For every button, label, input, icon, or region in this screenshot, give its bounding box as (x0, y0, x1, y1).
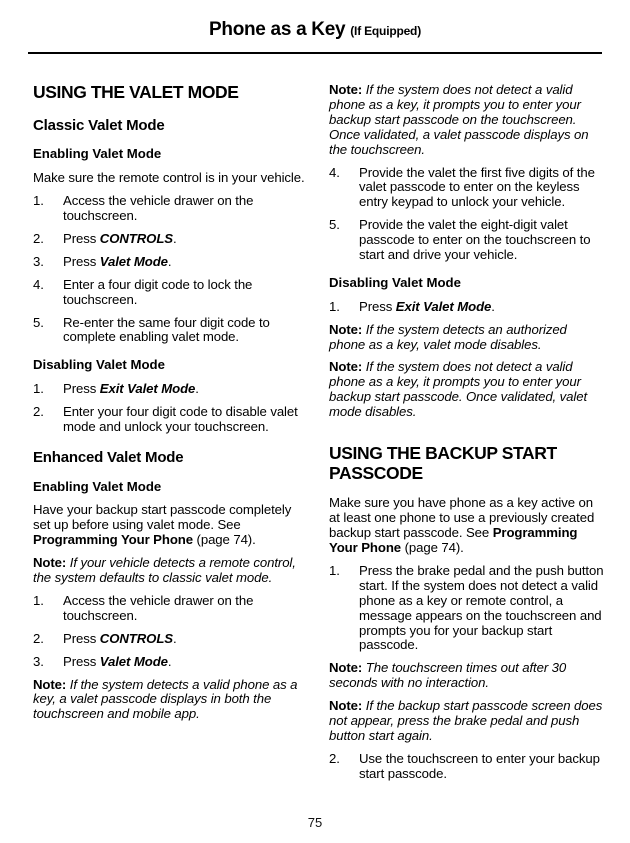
list-item-text (359, 218, 605, 263)
note-label: Note: (329, 660, 366, 676)
list-item-text (63, 382, 309, 397)
paragraph (33, 503, 309, 548)
note-label: Note: (329, 698, 366, 714)
text-segment: Access the vehicle drawer on the touchscreen. (63, 592, 254, 623)
section-heading: USING THE VALET MODE (33, 82, 239, 102)
text-segment: Enter your four digit code to disable valet mode and unlock your touchscreen. (63, 404, 298, 434)
right-column (329, 83, 605, 790)
text-segment: Make sure you have phone as a key active on at least one phone to use a previously created backup start passcode. See (329, 495, 595, 541)
note-paragraph (33, 556, 309, 586)
text-segment: . (195, 381, 199, 397)
minor-heading: Disabling Valet Mode (33, 357, 165, 373)
list-item-number: 1. (33, 381, 44, 397)
text-segment: If the system detects an authorized phone as a key, valet mode disables. (329, 321, 567, 352)
text-segment: . (172, 230, 177, 246)
list-item-number: 5. (33, 314, 44, 330)
text-segment: . (167, 253, 172, 269)
sub-section-heading: Enhanced Valet Mode (33, 448, 184, 466)
list-item (33, 232, 309, 247)
text-segment: (page 74). (192, 532, 256, 548)
sub-section-heading: Classic Valet Mode (33, 116, 165, 134)
list-item (329, 564, 605, 653)
text-segment: CONTROLS (99, 630, 173, 646)
minor-heading: Enabling Valet Mode (33, 478, 162, 494)
list-item-number: 3. (33, 653, 44, 669)
note-label: Note: (329, 359, 366, 375)
note-paragraph (329, 83, 605, 158)
text-segment: CONTROLS (99, 230, 173, 246)
text-segment: Make sure the remote control is in your vehicle. (33, 170, 305, 186)
list-item-number: 3. (33, 253, 44, 269)
list-item-number: 4. (33, 276, 44, 292)
page-title-qualifier: (If Equipped) (350, 24, 421, 38)
text-segment: Press (63, 630, 100, 646)
text-segment: . (167, 653, 172, 669)
text-segment: Have your backup start passcode completely set up before using valet mode. See (33, 502, 292, 533)
list-item-text (63, 278, 309, 308)
list-item-number: 2. (33, 630, 44, 646)
list-item (33, 316, 309, 346)
text-segment: Press (63, 653, 100, 669)
list-item-text (63, 655, 309, 670)
text-segment: Access the vehicle drawer on the touchscreen. (63, 193, 254, 223)
text-segment: If the backup start passcode screen does not appear, press the brake pedal and push button start again. (329, 698, 603, 743)
list-item-text (63, 594, 309, 624)
list-item-number: 2. (329, 750, 340, 766)
note-paragraph (33, 678, 309, 723)
content-columns (0, 54, 630, 790)
text-segment: Valet Mode (99, 253, 168, 269)
list-item (329, 218, 605, 263)
text-segment: Press (63, 230, 100, 246)
left-column (33, 83, 309, 730)
list-item (33, 255, 309, 270)
text-segment: Exit Valet Mode (99, 381, 196, 397)
minor-heading: Enabling Valet Mode (33, 146, 162, 162)
list-item (33, 278, 309, 308)
list-item (33, 594, 309, 624)
note-label: Note: (33, 555, 70, 571)
text-segment: If the system detects a valid phone as a key, a valet passcode displays in both the touchscreen and mobile app. (33, 676, 298, 722)
note-label: Note: (33, 676, 70, 692)
list-item-text (359, 564, 605, 653)
text-segment: Programming Your Phone (33, 532, 193, 548)
paragraph (33, 171, 309, 186)
page-title: Phone as a Key (209, 19, 346, 40)
list-item (329, 300, 605, 315)
text-segment: Provide the valet the eight-digit valet passcode to enter on the touchscreen to start and drive your vehicle. (359, 217, 591, 263)
list-item-number: 2. (33, 404, 44, 420)
list-item (329, 752, 605, 782)
text-segment: If your vehicle detects a remote control, the system defaults to classic valet mode. (33, 555, 296, 586)
page-number: 75 (307, 815, 323, 830)
list-item-number: 1. (329, 562, 340, 578)
page-footer (0, 815, 630, 830)
list-item (33, 655, 309, 670)
note-paragraph (329, 360, 605, 420)
text-segment: If the system does not detect a valid phone as a key, it prompts you to enter your backup start passcode on the touchscreen. Once validated, a valet passcode displays on the touchscreen. (329, 82, 589, 157)
text-segment: The touchscreen times out after 30 seconds with no interaction. (329, 660, 567, 691)
text-segment: (page 74). (401, 540, 464, 555)
text-segment: Enter a four digit code to lock the touchscreen. (63, 276, 253, 307)
list-item-text (63, 632, 309, 647)
list-item-text (63, 255, 309, 270)
text-segment: Press (63, 381, 100, 397)
text-segment: Valet Mode (99, 653, 168, 669)
list-item-text (63, 405, 309, 435)
list-item-text (63, 232, 309, 247)
text-segment: If the system does not detect a valid phone as a key, it prompts you to enter your backup start passcode. Once validated, valet mode disables. (329, 359, 588, 420)
text-segment: Provide the valet the first five digits of the valet passcode to enter on the keyless entry keypad to unlock your vehicle. (359, 164, 595, 210)
list-item-number: 5. (329, 217, 340, 233)
list-item-number: 4. (329, 164, 340, 180)
text-segment: Re-enter the same four digit code to complete enabling valet mode. (63, 314, 270, 345)
note-paragraph (329, 661, 605, 691)
list-item (329, 166, 605, 211)
text-segment: Use the touchscreen to enter your backup start passcode. (359, 750, 600, 781)
list-item-text (63, 194, 309, 224)
list-item-number: 1. (33, 193, 44, 209)
text-segment: . (172, 630, 177, 646)
note-paragraph (329, 323, 605, 353)
text-segment: Press the brake pedal and the push button start. If the system does not detect a valid phone as a key or remote control, a message appears on the touchscreen and prompts you for your backup start passcode. (359, 562, 604, 653)
list-item-text (359, 166, 605, 211)
minor-heading: Disabling Valet Mode (329, 274, 461, 290)
list-item-text (359, 300, 605, 315)
list-item (33, 405, 309, 435)
text-segment: Programming Your Phone (329, 525, 578, 555)
list-item (33, 632, 309, 647)
list-item (33, 382, 309, 397)
note-label: Note: (329, 321, 366, 337)
note-label: Note: (329, 82, 366, 97)
text-segment: . (491, 298, 495, 314)
text-segment: Press (359, 298, 396, 314)
page-header (0, 0, 630, 41)
list-item-number: 1. (329, 298, 340, 314)
list-item-text (63, 316, 309, 346)
note-paragraph (329, 699, 605, 744)
list-item-text (359, 752, 605, 782)
list-item-number: 1. (33, 592, 44, 608)
text-segment: Press (63, 253, 100, 269)
section-heading: USING THE BACKUP START PASSCODE (329, 443, 557, 483)
list-item-number: 2. (33, 230, 44, 246)
list-item (33, 194, 309, 224)
paragraph (329, 496, 605, 556)
text-segment: Exit Valet Mode (395, 298, 492, 314)
